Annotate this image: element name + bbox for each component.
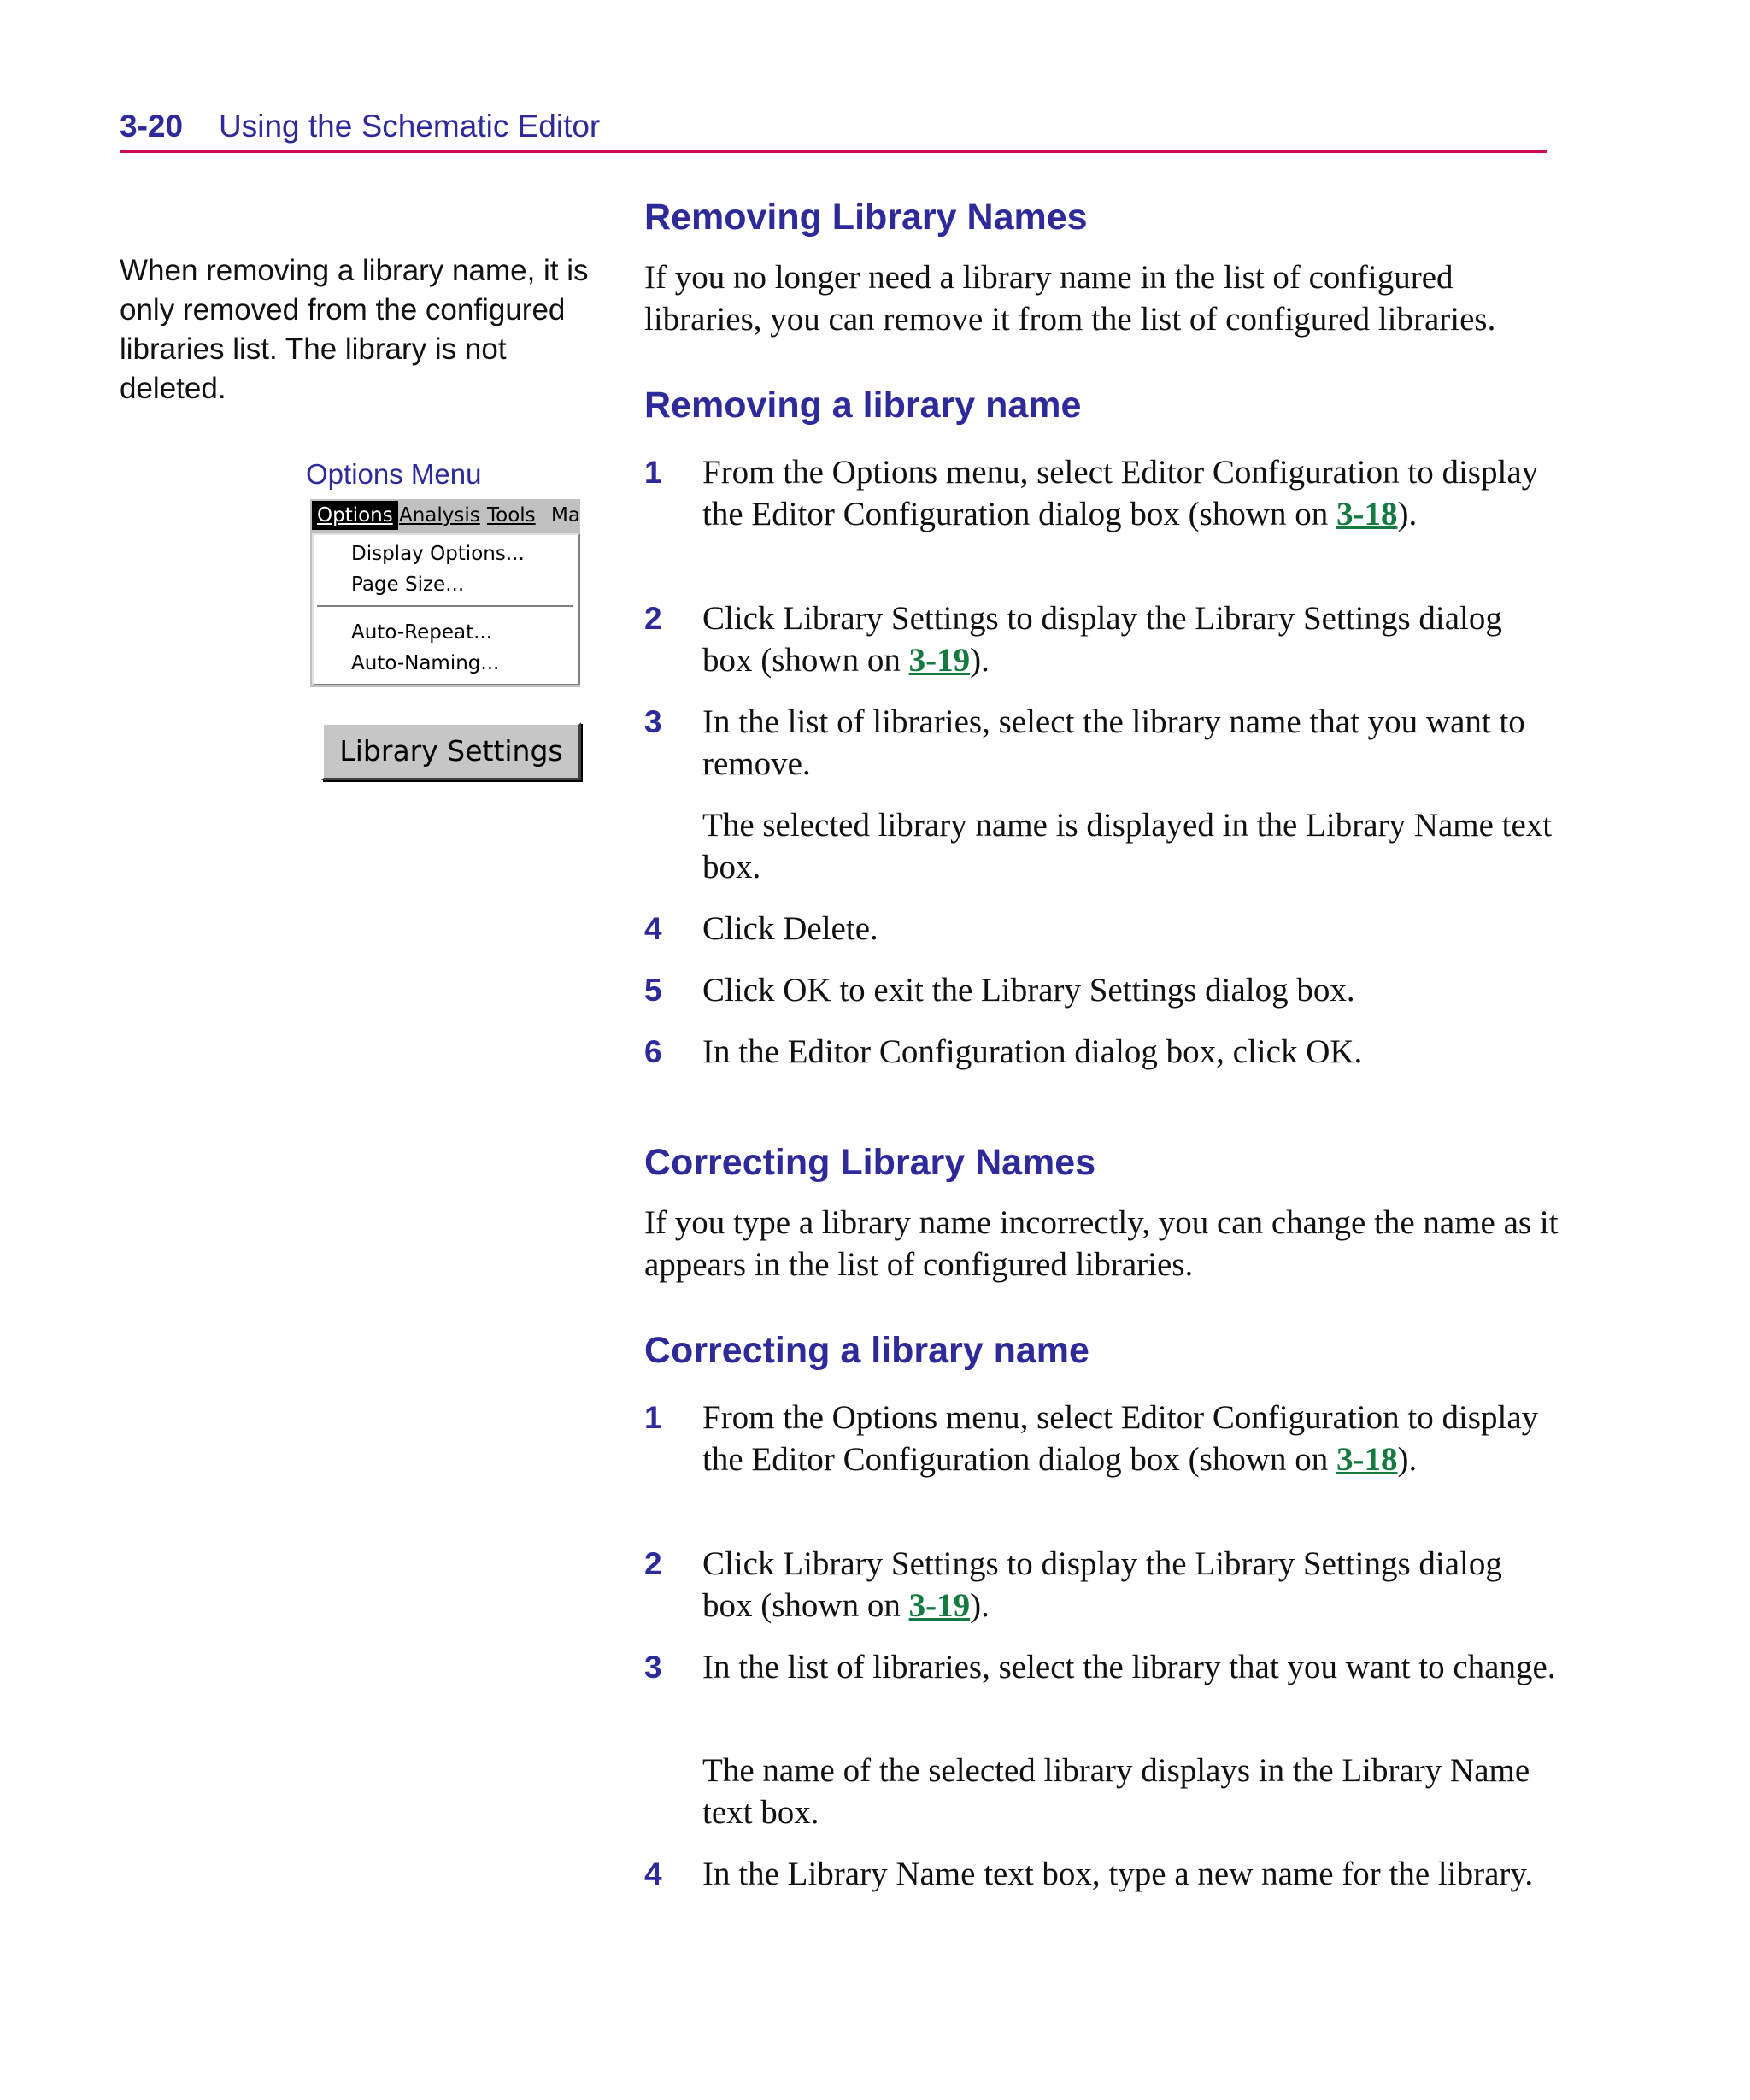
page-header [120, 106, 1547, 154]
step-text: In the list of libraries, select the library that you want to change. [702, 1649, 1556, 1685]
page-number: 3-20 [120, 109, 184, 144]
menu-item-display-options[interactable]: Display Options... [351, 543, 525, 565]
step-number: 6 [644, 1034, 662, 1069]
step-text: From the Options menu, select Editor Configuration to display the Editor Configuration dialog box (shown on 3-18). [702, 1399, 1539, 1478]
library-settings-button[interactable]: Library Settings [321, 722, 581, 780]
menu-item-auto-repeat[interactable]: Auto-Repeat... [351, 621, 493, 644]
step-number: 4 [644, 1856, 662, 1891]
menu-item-auto-naming[interactable]: Auto-Naming... [351, 652, 500, 674]
figure-caption: Options Menu [306, 458, 482, 490]
options-menu-screenshot [310, 497, 580, 687]
correcting-intro: If you type a library name incorrectly, you can change the name as it appears in the list of configured libraries. [644, 1204, 1559, 1283]
step-number: 2 [644, 1546, 662, 1581]
cross-reference-link[interactable]: 3-19 [908, 1587, 971, 1624]
menu-bar-more[interactable]: Ma [551, 504, 580, 526]
removing-intro: If you no longer need a library name in the list of configured libraries, you can remove it from the list of configured libraries. [644, 259, 1496, 338]
step-number: 4 [644, 911, 662, 946]
step-text: Click Library Settings to display the Library Settings dialog box (shown on 3-19). [702, 1545, 1502, 1624]
step-text: In the Editor Configuration dialog box, click OK. [702, 1033, 1363, 1070]
step-text: From the Options menu, select Editor Configuration to display the Editor Configuration dialog box (shown on 3-18). [702, 454, 1539, 532]
step-text: Click Library Settings to display the Library Settings dialog box (shown on 3-19). [702, 600, 1502, 679]
step-text: Click Delete. [702, 910, 878, 947]
procedure-heading-removing: Removing a library name [644, 385, 1082, 426]
options-dropdown [312, 533, 580, 685]
step-number: 3 [644, 704, 662, 739]
step-number: 5 [644, 973, 662, 1008]
menu-bar [310, 497, 580, 533]
menu-bar-options[interactable]: Options [312, 501, 398, 530]
menu-separator [317, 605, 573, 608]
cross-reference-link[interactable]: 3-18 [1336, 496, 1398, 532]
running-title: Using the Schematic Editor [219, 109, 601, 144]
step-note: The name of the selected library displays in the Library Name text box. [702, 1752, 1530, 1831]
step-text: In the Library Name text box, type a new name for the library. [702, 1856, 1534, 1892]
section-heading-correcting: Correcting Library Names [644, 1142, 1096, 1183]
step-text: Click OK to exit the Library Settings dialog box. [702, 972, 1355, 1009]
step-number: 1 [644, 455, 662, 490]
step-text: In the list of libraries, select the library name that you want to remove. [702, 703, 1525, 782]
step-number: 3 [644, 1650, 662, 1685]
section-heading-removing: Removing Library Names [644, 197, 1088, 238]
menu-bar-tools[interactable]: Tools [487, 504, 536, 526]
step-number: 1 [644, 1400, 662, 1435]
header-rule [120, 150, 1547, 153]
procedure-heading-correcting: Correcting a library name [644, 1330, 1089, 1371]
side-note: When removing a library name, it is only removed from the configured libraries list. The library is not deleted. [120, 254, 589, 405]
step-number: 2 [644, 601, 662, 636]
menu-bar-analysis[interactable]: Analysis [399, 504, 480, 526]
cross-reference-link[interactable]: 3-19 [908, 642, 971, 679]
step-note: The selected library name is displayed in the Library Name text box. [702, 807, 1553, 885]
cross-reference-link[interactable]: 3-18 [1336, 1441, 1398, 1478]
menu-item-page-size[interactable]: Page Size... [351, 574, 465, 596]
